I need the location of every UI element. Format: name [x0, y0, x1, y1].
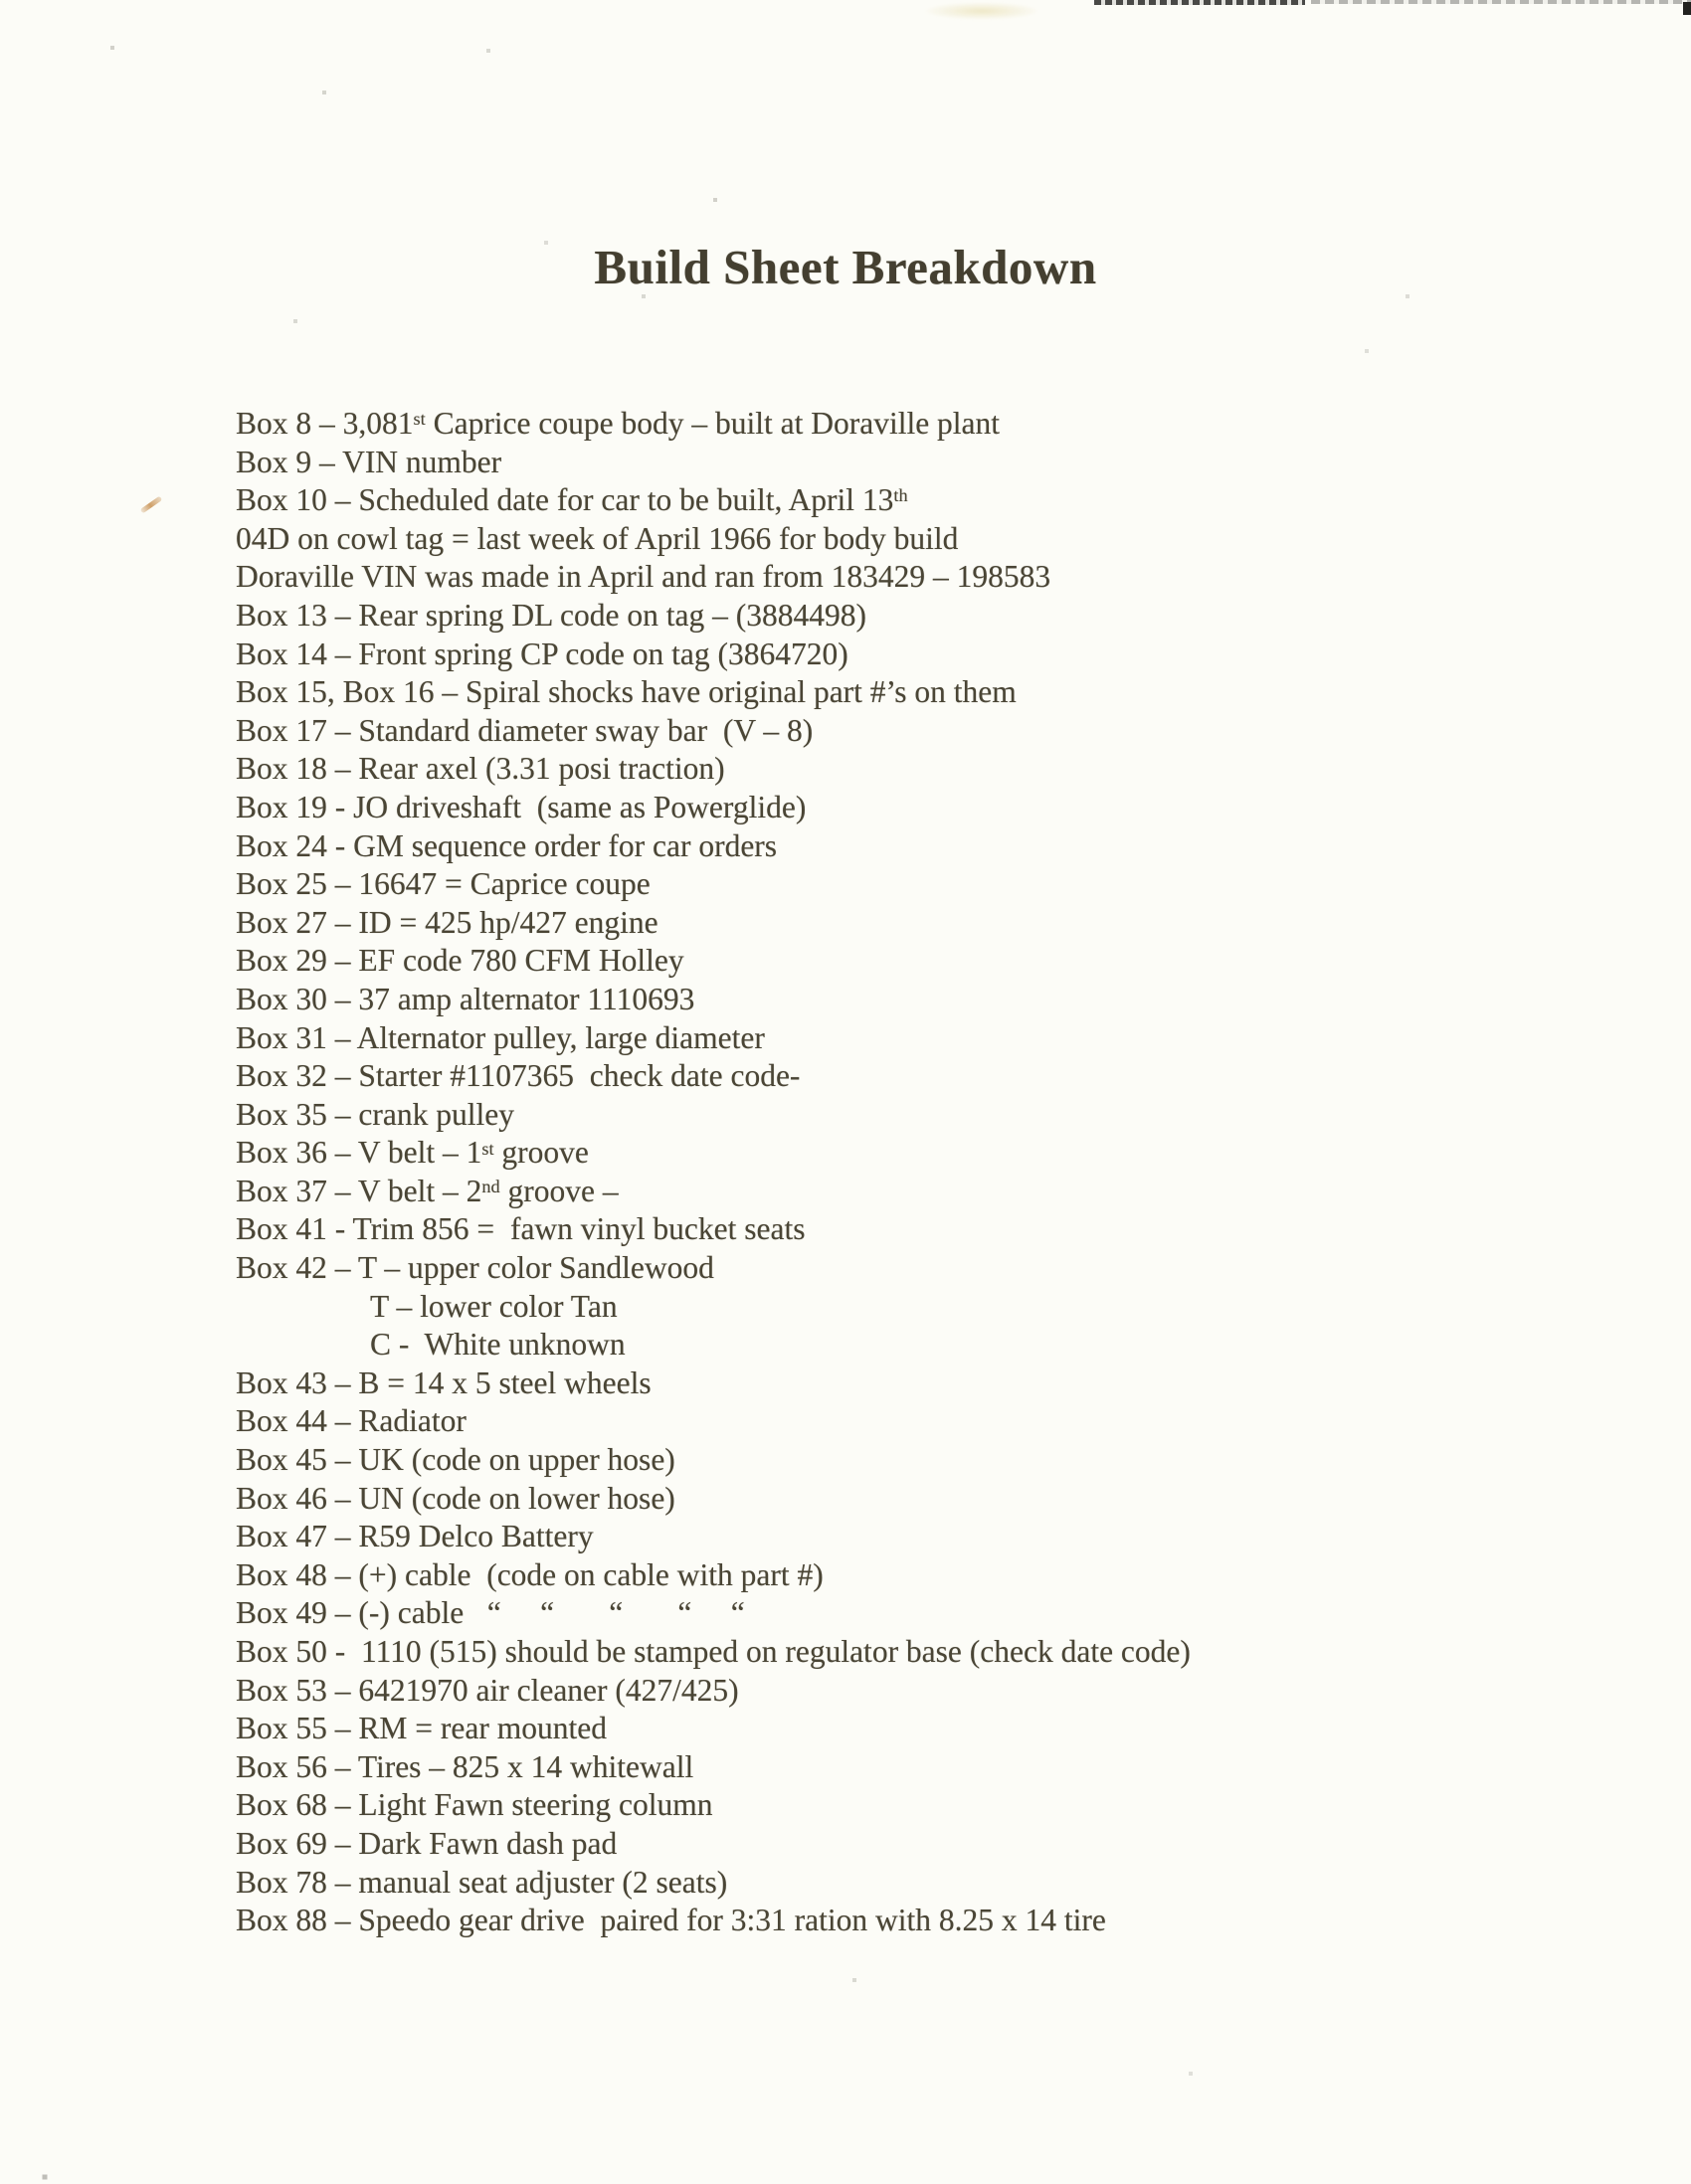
document-line: Box 19 - JO driveshaft (same as Powerglide) — [236, 789, 807, 824]
document-line: Box 18 – Rear axel (3.31 posi traction) — [236, 751, 725, 787]
document-line: Box 10 – Scheduled date for car to be built, April 13th — [236, 482, 908, 518]
document-line: Box 49 – (-) cable “ “ “ “ “ — [236, 1595, 745, 1631]
scan-artifact-corner-tick — [1683, 2, 1691, 15]
document-line: Box 78 – manual seat adjuster (2 seats) — [236, 1864, 728, 1900]
document-line: Box 44 – Radiator — [236, 1403, 467, 1439]
document-line: Box 36 – V belt – 1st groove — [236, 1135, 589, 1171]
document-line: T – lower color Tan — [370, 1288, 618, 1324]
document-line: Box 48 – (+) cable (code on cable with part #) — [236, 1556, 824, 1592]
document-line: Box 56 – Tires – 825 x 14 whitewall — [236, 1748, 694, 1784]
document-body — [236, 405, 1191, 1940]
document-line: Box 37 – V belt – 2nd groove – — [236, 1173, 619, 1208]
document-line: Box 88 – Speedo gear drive paired for 3:31 ration with 8.25 x 14 tire — [236, 1903, 1106, 1938]
document-line: Box 29 – EF code 780 CFM Holley — [236, 943, 684, 979]
page-title: Build Sheet Breakdown — [594, 240, 1097, 294]
scan-artifact-top-dark-strip — [1094, 0, 1305, 5]
document-line: Box 25 – 16647 = Caprice coupe — [236, 866, 651, 902]
document-line: Box 43 – B = 14 x 5 steel wheels — [236, 1365, 652, 1400]
document-line: Box 35 – crank pulley — [236, 1096, 514, 1132]
document-line: Box 13 – Rear spring DL code on tag – (3884498) — [236, 597, 866, 633]
document-line: C - White unknown — [370, 1327, 626, 1363]
document-line: Box 8 – 3,081st Caprice coupe body – built at Doraville plant — [236, 406, 1001, 441]
document-line: 04D on cowl tag = last week of April 1966 for body build — [236, 520, 959, 556]
scan-dust-specks — [0, 0, 2, 2]
document-line: Box 24 - GM sequence order for car orders — [236, 827, 778, 863]
document-line: Box 27 – ID = 425 hp/427 engine — [236, 904, 658, 940]
document-line: Box 31 – Alternator pulley, large diameter — [236, 1019, 765, 1055]
document-line: Box 32 – Starter #1107365 check date code- — [236, 1058, 801, 1094]
scan-artifact-smudge — [923, 2, 1040, 20]
scan-artifact-top-light-strip — [1311, 0, 1691, 4]
document-line: Box 55 – RM = rear mounted — [236, 1711, 607, 1746]
document-line: Box 45 – UK (code on upper hose) — [236, 1442, 675, 1478]
document-line: Box 15, Box 16 – Spiral shocks have original part #’s on them — [236, 674, 1017, 710]
document-line: Doraville VIN was made in April and ran from 183429 – 198583 — [236, 559, 1051, 595]
document-line: Box 69 – Dark Fawn dash pad — [236, 1825, 618, 1861]
document-line: Box 68 – Light Fawn steering column — [236, 1787, 713, 1823]
document-line: Box 50 - 1110 (515) should be stamped on regulator base (check date code) — [236, 1634, 1191, 1669]
document-line: Box 9 – VIN number — [236, 444, 502, 479]
document-line: Box 47 – R59 Delco Battery — [236, 1519, 594, 1554]
document-line: Box 17 – Standard diameter sway bar (V – 8) — [236, 712, 814, 748]
document-line: Box 41 - Trim 856 = fawn vinyl bucket seats — [236, 1211, 806, 1247]
pencil-check-mark — [140, 496, 163, 514]
document-line: Box 46 – UN (code on lower hose) — [236, 1480, 675, 1516]
document-line: Box 53 – 6421970 air cleaner (427/425) — [236, 1672, 739, 1708]
document-line: Box 14 – Front spring CP code on tag (3864720) — [236, 636, 848, 671]
document-line: Box 42 – T – upper color Sandlewood — [236, 1250, 714, 1286]
document-line: Box 30 – 37 amp alternator 1110693 — [236, 981, 695, 1016]
